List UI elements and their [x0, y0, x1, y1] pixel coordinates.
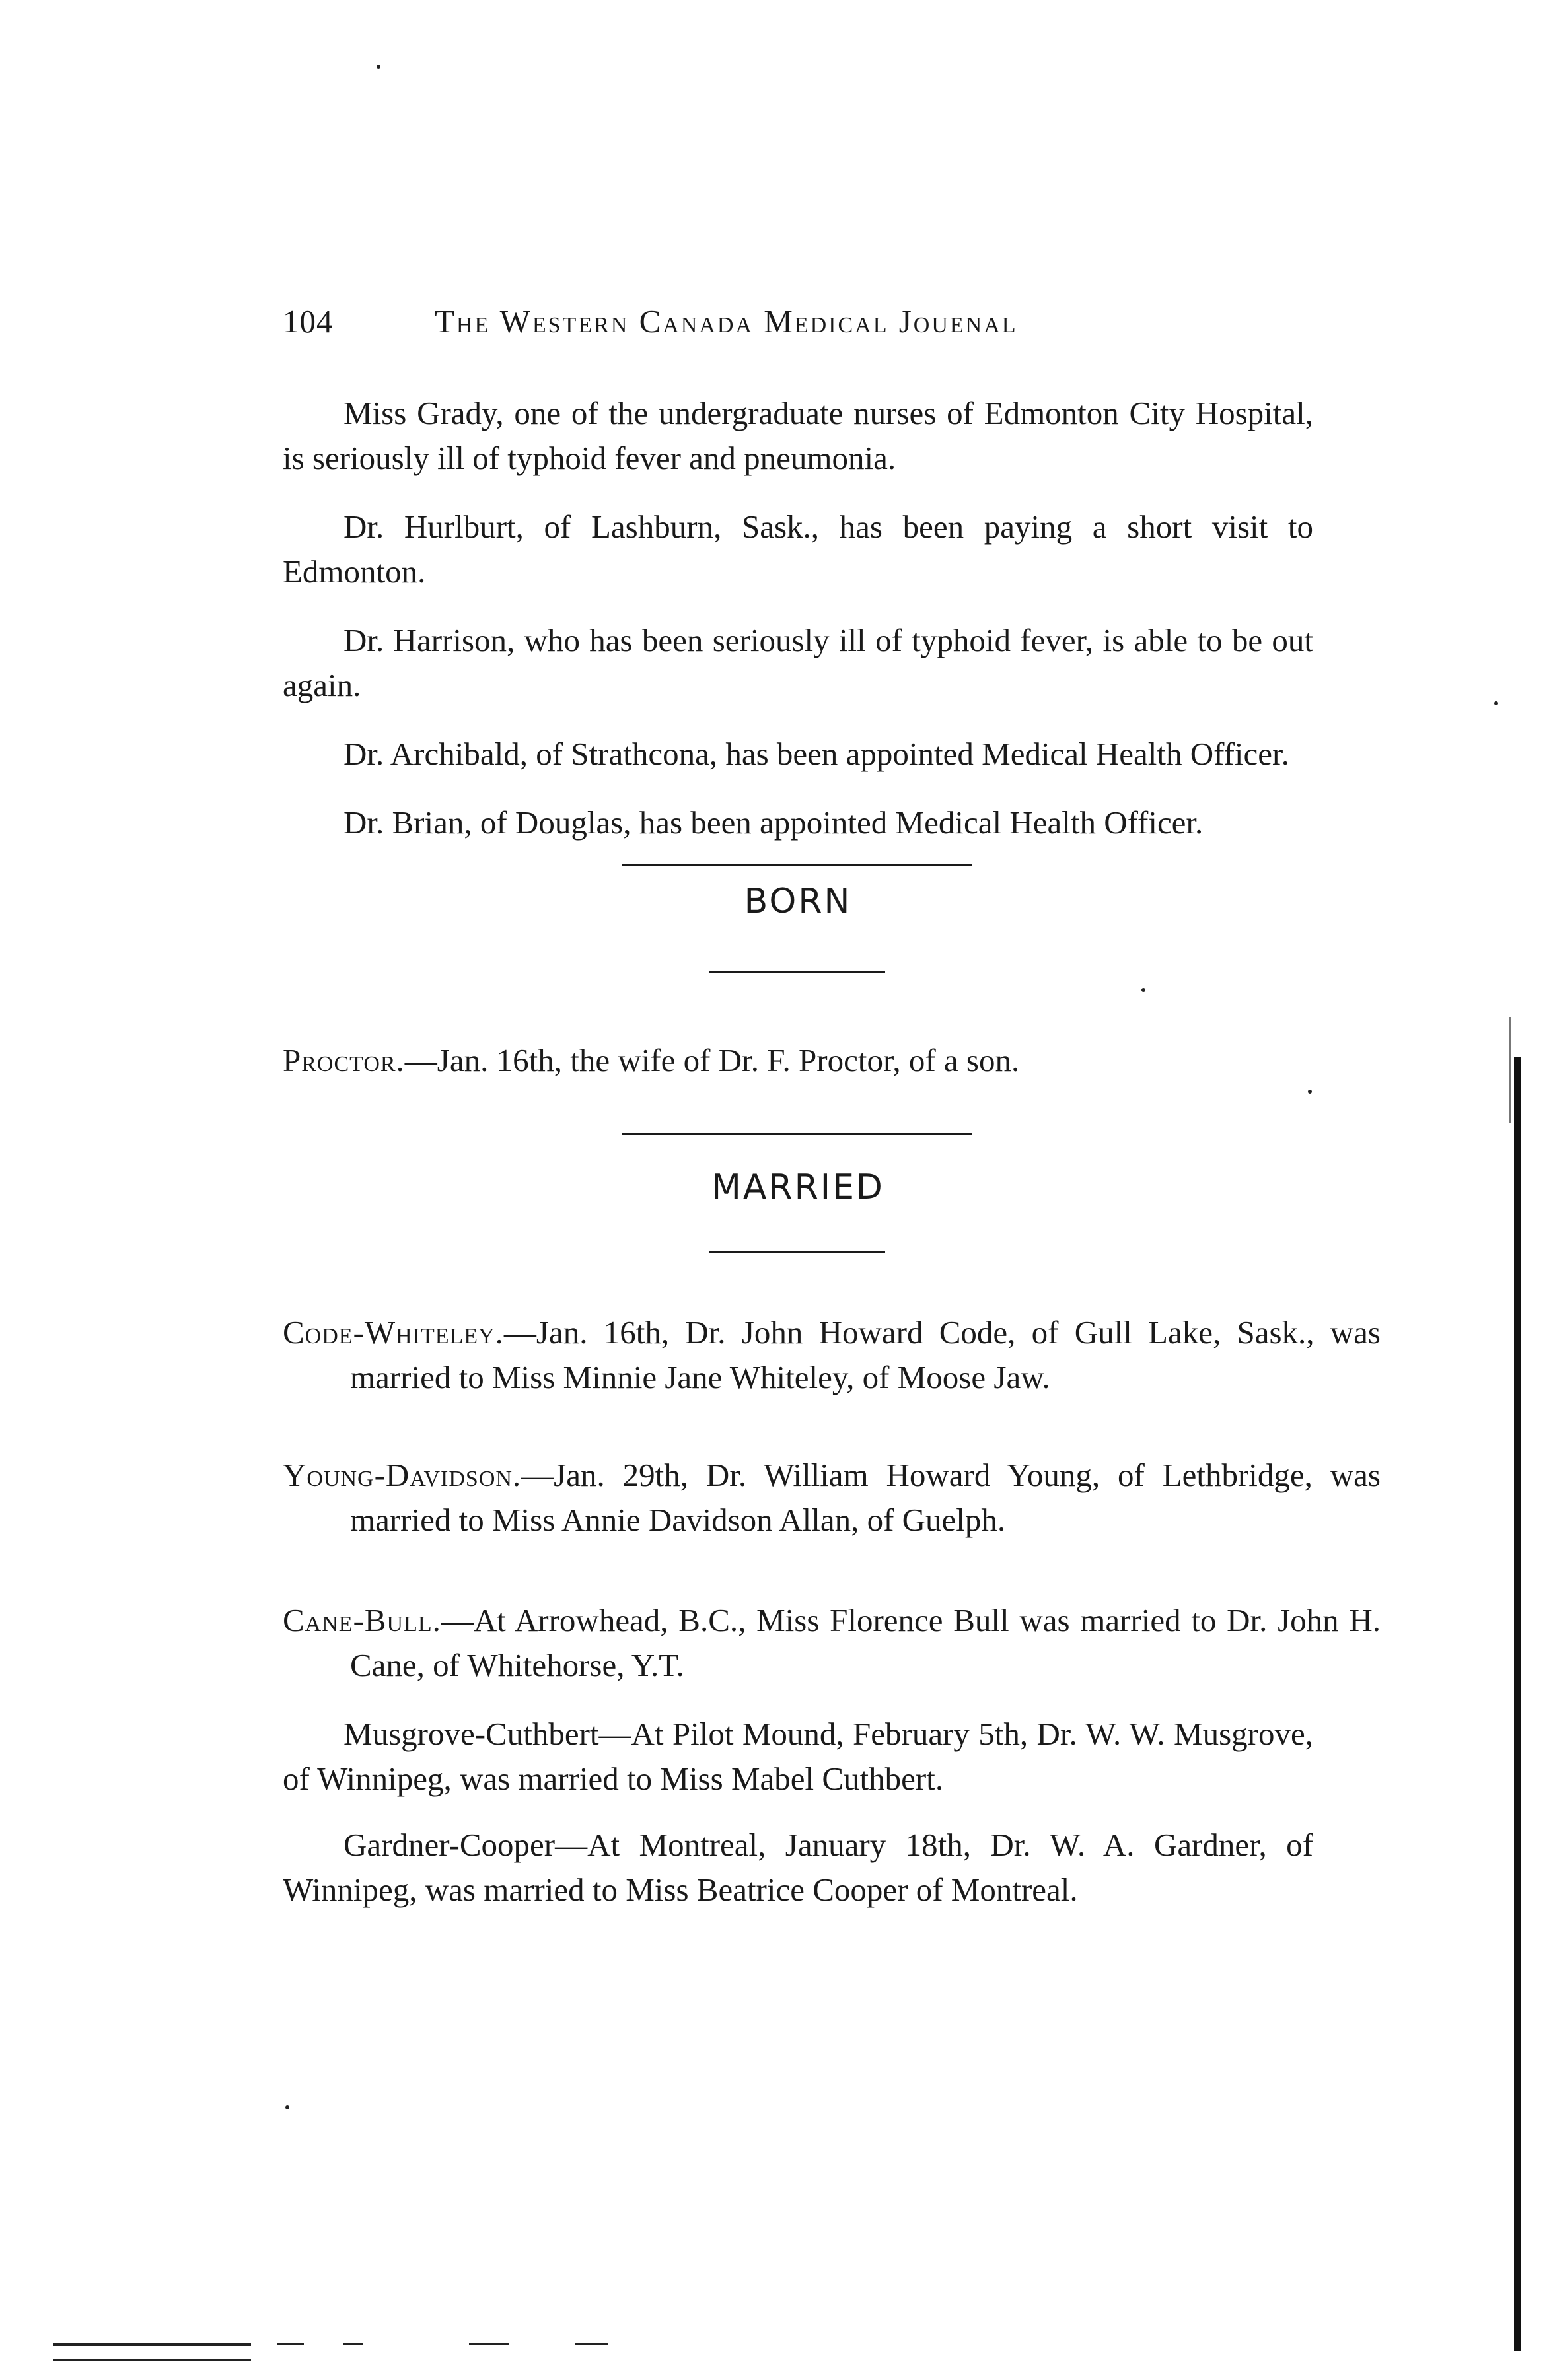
scan-edge-shadow: [1514, 1057, 1521, 2351]
married-entry-text: Gardner-Cooper—At Montreal, January 18th, Dr. W. A. Gardner, of Winnipeg, was married to Miss Beatrice Cooper of Montreal.: [283, 1827, 1313, 1908]
section-rule-bottom: [709, 971, 885, 973]
scan-speck: [1141, 988, 1145, 992]
married-entry-text: —At Arrowhead, B.C., Miss Florence Bull was married to Dr. John H. Cane, of Whitehorse, Y.T.: [350, 1602, 1381, 1683]
news-item: Dr. Harrison, who has been seriously ill of typhoid fever, is able to be out again.: [283, 622, 1313, 703]
news-item: Dr. Brian, of Douglas, has been appointed Medical Health Officer.: [343, 804, 1204, 841]
section-rule-bottom: [709, 1251, 885, 1253]
married-entry-name: Cane-Bull.: [283, 1602, 441, 1638]
news-item: Dr. Archibald, of Strathcona, has been appointed Medical Health Officer.: [343, 736, 1289, 772]
married-entry-name: Code-Whiteley.: [283, 1314, 504, 1350]
born-entry-name: Proctor.: [283, 1042, 405, 1078]
scan-dash: [53, 2359, 251, 2361]
scan-dash: [53, 2343, 251, 2346]
scan-speck: [377, 65, 380, 69]
news-section: [283, 391, 1313, 869]
scan-speck: [1308, 1090, 1312, 1094]
married-entry-text: Musgrove-Cuthbert—At Pilot Mound, February 5th, Dr. W. W. Musgrove, of Winnipeg, was married to Miss Mabel Cuthbert.: [283, 1716, 1313, 1797]
page-header: [283, 302, 1320, 340]
news-item: Dr. Hurlburt, of Lashburn, Sask., has been paying a short visit to Edmonton.: [283, 508, 1313, 590]
scan-dash: [277, 2343, 304, 2345]
born-heading: BORN: [744, 882, 852, 921]
scan-dash: [343, 2343, 363, 2345]
born-entry: [283, 1038, 1313, 1083]
married-entry-text: —Jan. 29th, Dr. William Howard Young, of Lethbridge, was married to Miss Annie Davidson Allan, of Guelph.: [350, 1457, 1381, 1538]
scan-edge-shadow: [1509, 1017, 1511, 1123]
married-entry-text: —Jan. 16th, Dr. John Howard Code, of Gull Lake, Sask., was married to Miss Minnie Jane Whiteley, of Moose Jaw.: [350, 1314, 1381, 1395]
scan-dash: [469, 2343, 509, 2345]
scan-speck: [1494, 701, 1498, 705]
section-rule-top: [622, 1133, 972, 1135]
scan-dash: [575, 2343, 608, 2345]
journal-title: The Western Canada Medical Jouenal: [435, 303, 1018, 339]
married-heading: MARRIED: [711, 1168, 884, 1207]
married-entry-name: Young-Davidson.: [283, 1457, 522, 1493]
news-item: Miss Grady, one of the undergraduate nurses of Edmonton City Hospital, is seriously ill of typhoid fever and pneumonia.: [283, 395, 1313, 476]
born-entry-text: —Jan. 16th, the wife of Dr. F. Proctor, of a son.: [404, 1042, 1020, 1078]
page-number: 104: [283, 303, 334, 339]
scan-speck: [285, 2105, 289, 2109]
married-entry: [283, 1823, 1313, 1912]
married-entry: [283, 1598, 1381, 1688]
married-entry: [283, 1712, 1313, 1802]
section-rule-top: [622, 864, 972, 866]
married-entry: [283, 1310, 1381, 1400]
married-entry: [283, 1453, 1381, 1543]
